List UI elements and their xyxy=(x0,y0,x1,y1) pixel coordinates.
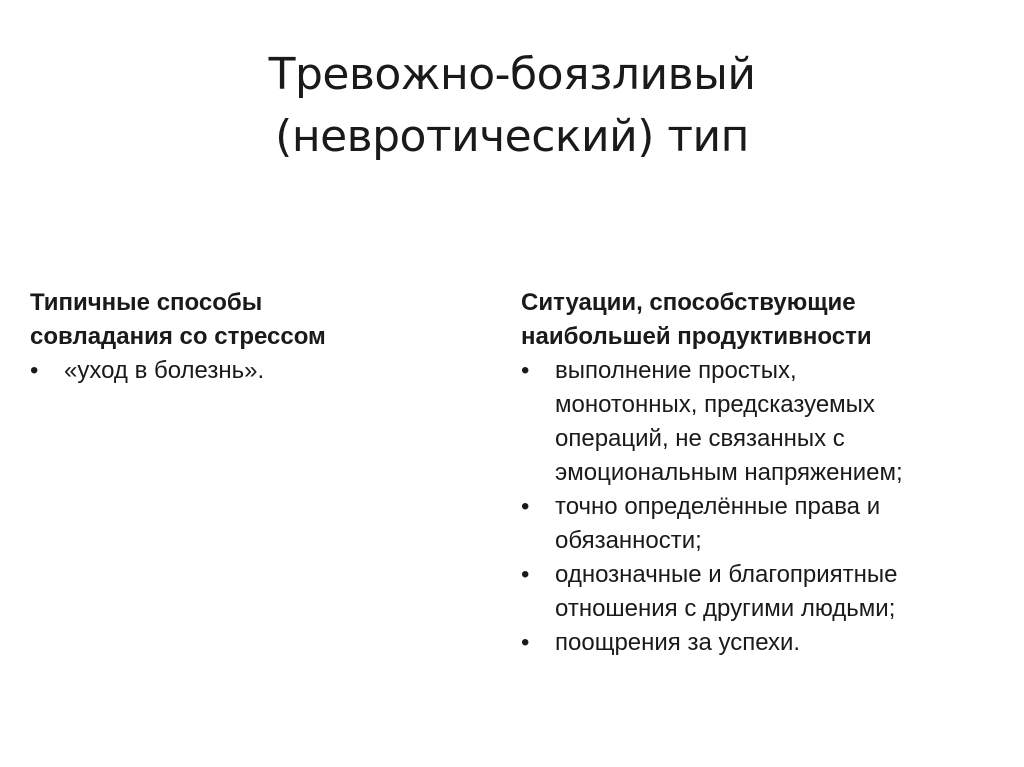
list-item-line: однозначные и благоприятные xyxy=(555,561,898,588)
slide-title-line-2: (невротический) тип xyxy=(275,111,749,162)
list-item-line: монотонных, предсказуемых xyxy=(555,391,875,418)
productivity-situations-column xyxy=(521,286,1001,660)
list-item-text: «уход в болезнь». xyxy=(64,357,265,384)
bullet-icon: • xyxy=(521,629,530,656)
coping-methods-heading-line-2: совладания со стрессом xyxy=(30,323,326,350)
list-item xyxy=(521,558,1001,626)
list-item-line: операций, не связанных с xyxy=(555,425,845,452)
list-item-line: поощрения за успехи. xyxy=(555,629,801,656)
coping-methods-heading xyxy=(30,286,470,354)
list-item xyxy=(30,354,470,388)
list-item xyxy=(521,354,1001,490)
productivity-situations-heading-line-2: наибольшей продуктивности xyxy=(521,323,872,350)
slide-title xyxy=(0,44,1024,168)
coping-methods-column xyxy=(30,286,470,388)
list-item-line: эмоциональным напряжением; xyxy=(555,459,903,486)
bullet-icon: • xyxy=(30,357,39,384)
bullet-icon: • xyxy=(521,561,530,588)
list-item xyxy=(521,626,1001,660)
list-item-line: точно определённые права и xyxy=(555,493,881,520)
list-item-line: отношения с другими людьми; xyxy=(555,595,896,622)
coping-methods-heading-line-1: Типичные способы xyxy=(30,289,263,316)
coping-methods-list xyxy=(30,354,470,388)
list-item-line: обязанности; xyxy=(555,527,702,554)
productivity-situations-list xyxy=(521,354,1001,660)
bullet-icon: • xyxy=(521,493,530,520)
list-item xyxy=(521,490,1001,558)
bullet-icon: • xyxy=(521,357,530,384)
slide-title-line-1: Тревожно-боязливый xyxy=(268,49,756,100)
productivity-situations-heading-line-1: Ситуации, способствующие xyxy=(521,289,856,316)
productivity-situations-heading xyxy=(521,286,1001,354)
list-item-line: выполнение простых, xyxy=(555,357,797,384)
